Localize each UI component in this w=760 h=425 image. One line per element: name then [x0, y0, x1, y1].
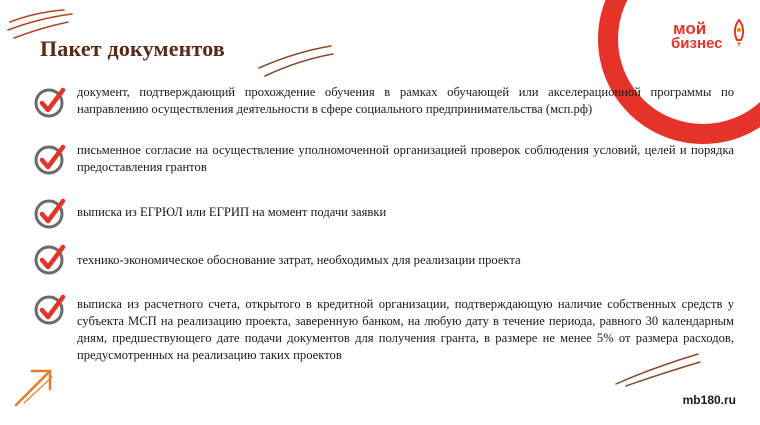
checkmark-icon — [33, 242, 67, 276]
page-title: Пакет документов — [40, 36, 225, 61]
checkmark-icon — [33, 142, 67, 176]
brand-line1: мой — [673, 19, 707, 38]
list-item — [33, 242, 734, 276]
list-item — [33, 82, 734, 122]
rocket-icon — [731, 18, 747, 48]
checkmark-icon — [33, 85, 67, 119]
brand-line2: бизнес — [671, 35, 723, 52]
checkmark-icon — [33, 196, 67, 230]
decorative-strokes-bottom-right — [612, 352, 702, 388]
checkmark-icon — [33, 292, 67, 326]
list-item — [33, 196, 734, 230]
item-text: выписка из ЕГРЮЛ или ЕГРИП на момент подачи заявки — [77, 205, 387, 219]
item-text: выписка из расчетного счета, открытого в кредитной организации, подтверждающую наличие собственных средств у субъекта МСП на реализацию проекта, заверенную банком, на любую дату в течение периода, равного 30 календарным дням, предшествующего дате подачи документов для получения гранта, в размере не менее 5% от размера расходов, предусмотренных на реализацию таких проектов — [77, 297, 734, 362]
arrow-icon — [12, 363, 58, 409]
item-text: письменное согласие на осуществление уполномоченной организацией проверок соблюдения условий, целей и порядка предоставления грантов — [77, 143, 734, 174]
decorative-strokes-title — [255, 44, 335, 78]
list-item — [33, 140, 734, 180]
footer-url: mb180.ru — [682, 393, 736, 407]
item-text: технико-экономическое обоснование затрат, необходимых для реализации проекта — [77, 253, 521, 267]
item-text: документ, подтверждающий прохождение обучения в рамках обучающей или акселерационной программы по направлению осуществления деятельности в сфере социального предпринимательства (мсп.рф) — [77, 85, 734, 116]
brand-logo — [673, 20, 757, 70]
